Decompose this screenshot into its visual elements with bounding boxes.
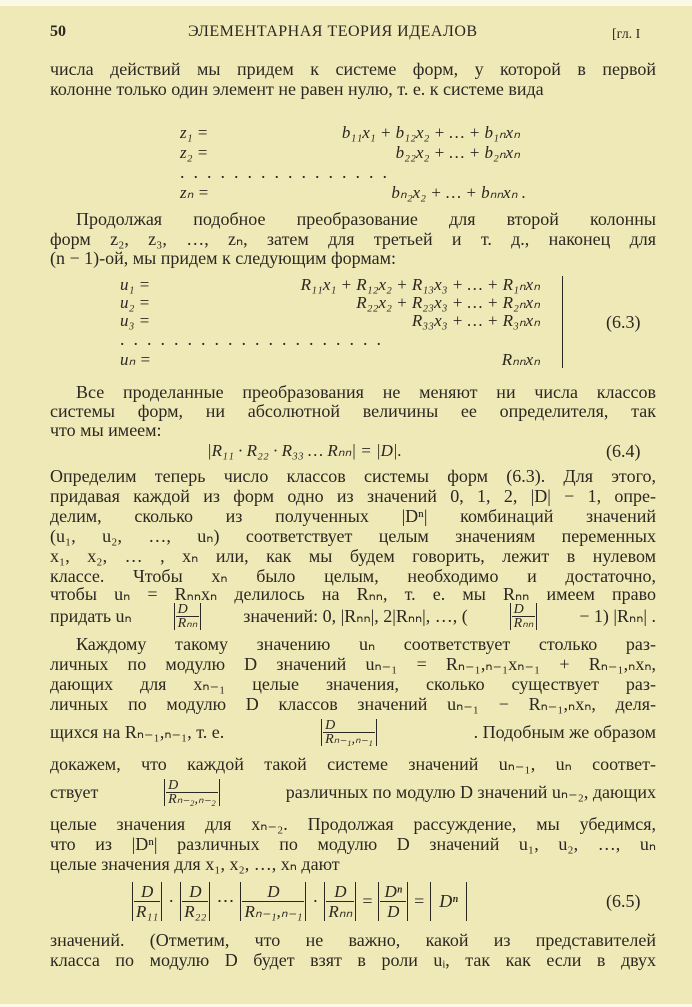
text-segment: значений: 0, |Rₙₙ|, 2|Rₙₙ|, …, (: [243, 606, 468, 626]
fraction: [378, 882, 408, 921]
eq-rhs: Rₙₙxₙ: [501, 350, 540, 369]
eq-rhs: R₃₃x₃ + … + R₃ₙxₙ: [411, 311, 540, 330]
equals-sign: =: [362, 891, 373, 911]
page-number: 50: [50, 23, 66, 40]
numerator: Dⁿ: [380, 882, 406, 902]
text-line: числа действий мы придем к системе форм, у которой в первой: [50, 59, 656, 79]
eq-rhs: R₂₂x₂ + R₂₃x₃ + … + R₂ₙxₙ: [356, 293, 540, 312]
text-line: Продолжая подобное преобразование для второй колонны: [76, 209, 656, 229]
text-line-shchikhsya: [50, 717, 656, 747]
numerator: D: [182, 882, 208, 902]
numerator: D: [326, 882, 354, 902]
denominator: R₁₁: [136, 901, 159, 921]
text-line: Каждому такому значению uₙ соответствует столько раз-: [76, 634, 656, 654]
fraction: [510, 603, 538, 630]
text-line: классе. Чтобы xₙ было целым, необходимо и достаточно,: [50, 566, 656, 586]
text-line: делим, сколько из полученных |Dⁿ| комбинаций значений: [50, 506, 656, 526]
text-segment: различных по модулю D значений uₙ₋₂, дающих: [285, 782, 656, 802]
text-line: Определим теперь число классов системы форм (6.3). Для этого,: [50, 466, 656, 486]
text-line: придавая каждой из форм одно из значений 0, 1, 2, |D| − 1, опре-: [50, 486, 656, 506]
chapter-marker: [гл. I: [612, 27, 641, 42]
dot-operator: ·: [312, 891, 319, 911]
eq-dots: ................: [180, 162, 396, 182]
brace: [562, 276, 563, 368]
denominator: Rₙ₋₁,ₙ₋₁: [325, 731, 373, 747]
eq-lhs: z₂ =: [180, 143, 209, 162]
result: Dⁿ: [439, 890, 458, 911]
numerator: D: [134, 882, 160, 902]
text-line: личных по модулю D классов значений uₙ₋₁ − Rₙ₋₁,ₙxₙ, деля-: [50, 694, 656, 714]
numerator: D: [512, 603, 536, 617]
text-line: колонне только один элемент не равен нулю, т. е. к системе вида: [50, 79, 544, 99]
text-line: (u₁, u₂, …, uₙ) соответствует целым значениям переменных: [50, 526, 656, 546]
text-line-stvuet: [50, 777, 656, 807]
equation-6-5: [132, 880, 467, 922]
equation-label: (6.3): [606, 312, 641, 332]
text-line: x₁, x₂, … , xₙ или, как мы будем говорить, лежит в нулевом: [50, 546, 656, 566]
text-line: что мы имеем:: [50, 420, 162, 440]
numerator: D: [323, 719, 375, 733]
equals-sign: =: [414, 891, 425, 911]
absolute-value: [430, 882, 467, 921]
numerator: D: [166, 779, 218, 793]
eq-rhs: b₂₂x₂ + … + b₂ₙxₙ: [395, 143, 520, 162]
denominator: Rₙₙ: [328, 901, 353, 921]
fraction: [324, 882, 356, 921]
text-line: значений. (Отметим, что не важно, какой из представителей: [50, 930, 656, 950]
fraction: [164, 779, 220, 806]
text-line: личных по модулю D значений uₙ₋₁ = Rₙ₋₁,ₙ₋₁xₙ₋₁ + Rₙ₋₁,ₙxₙ,: [50, 654, 656, 674]
fraction: [240, 882, 306, 921]
eq-lhs: z₁ =: [180, 123, 209, 142]
denominator: Rₙ₋₁,ₙ₋₁: [244, 901, 303, 921]
fraction: [132, 882, 162, 921]
text-line: (n − 1)-ой, мы придем к следующим формам:: [50, 248, 397, 268]
fraction: [321, 719, 377, 746]
eq-lhs: u₃ =: [120, 311, 151, 330]
denominator: D: [387, 901, 400, 921]
text-segment: щихся на Rₙ₋₁,ₙ₋₁, т. е.: [50, 722, 225, 742]
text-line-pridat: [50, 601, 656, 631]
numerator: D: [176, 603, 200, 617]
running-title: ЭЛЕМЕНТАРНАЯ ТЕОРИЯ ИДЕАЛОВ: [188, 23, 478, 40]
text-line: целые значения для xₙ₋₂. Продолжая рассуждение, мы убедимся,: [50, 814, 656, 834]
eq-rhs: b₁₁x₁ + b₁₂x₂ + … + b₁ₙxₙ: [341, 123, 520, 142]
fraction: [180, 882, 210, 921]
text-line: что из |Dⁿ| различных по модулю D значений u₁, u₂, …, uₙ: [50, 834, 656, 854]
text-line: докажем, что каждой такой системе значений uₙ₋₁, uₙ соответ-: [50, 754, 656, 774]
text-line: целые значения для x₁, x₂, …, xₙ дают: [50, 854, 340, 874]
eq-rhs: R₁₁x₁ + R₁₂x₂ + R₁₃x₃ + … + R₁ₙxₙ: [300, 275, 540, 294]
text-line: дающих для xₙ₋₁ целые значения, сколько существует раз-: [50, 674, 656, 694]
eq-lhs: u₂ =: [120, 293, 151, 312]
text-segment: придать uₙ: [50, 606, 132, 626]
text-line: класса по модулю D будет взят в роли uᵢ, так как если в двух: [50, 950, 656, 970]
equation-label: (6.4): [606, 441, 641, 461]
eq-rhs: bₙ₂x₂ + … + bₙₙxₙ .: [391, 183, 526, 202]
eq-lhs: zₙ =: [180, 183, 210, 202]
equation-label: (6.5): [606, 891, 641, 911]
denominator: Rₙ₋₂,ₙ₋₂: [168, 791, 216, 807]
ellipsis: ⋯: [216, 891, 235, 911]
text-line: чтобы uₙ = Rₙₙxₙ делилось на Rₙₙ, т. е. мы Rₙₙ имеем право: [50, 584, 656, 604]
eq-dots: ....................: [120, 329, 390, 349]
book-page: [0, 6, 692, 1004]
text-segment: . Подобным же образом: [473, 722, 656, 742]
denominator: Rₙₙ: [177, 615, 198, 631]
text-line: Все проделанные преобразования не меняют ни числа классов: [76, 382, 656, 402]
eq-lhs: uₙ =: [120, 350, 151, 369]
text-line: форм z₂, z₃, …, zₙ, затем для третьей и т. д., наконец для: [50, 229, 656, 249]
numerator: D: [242, 882, 304, 902]
dot-operator: ·: [168, 891, 175, 911]
text-segment: ствует: [50, 782, 99, 802]
denominator: R₂₂: [184, 901, 207, 921]
equation-6-4: |R₁₁ · R₂₂ · R₃₃ … Rₙₙ| = |D|.: [207, 441, 402, 460]
fraction: [174, 603, 202, 630]
text-segment: − 1) |Rₙₙ| .: [579, 606, 656, 626]
eq-lhs: u₁ =: [120, 275, 151, 294]
text-line: системы форм, ни абсолютной величины ее определителя, так: [50, 401, 656, 421]
denominator: Rₙₙ: [513, 615, 534, 631]
